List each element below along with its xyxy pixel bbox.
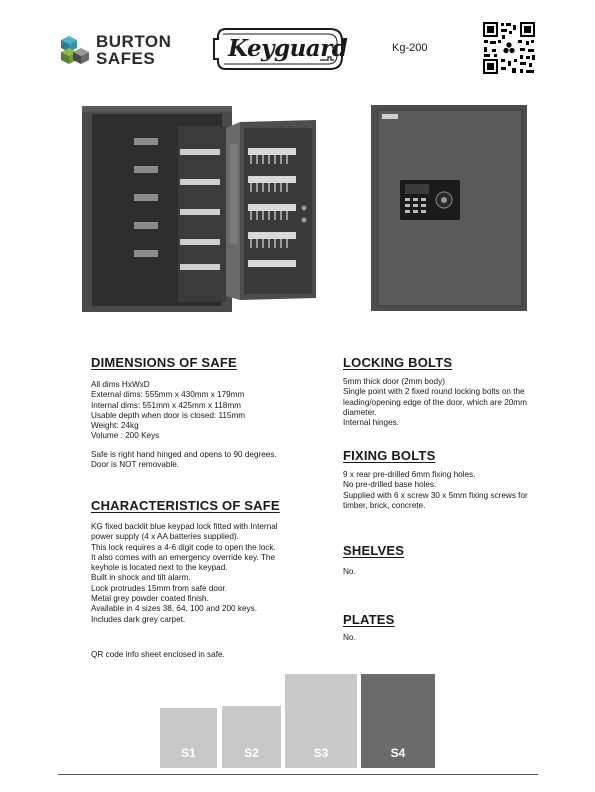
dimensions-heading: DIMENSIONS OF SAFE [91, 355, 237, 370]
brand-line-1: BURTON [96, 32, 172, 51]
shelves-heading: SHELVES [343, 543, 405, 558]
burton-cubes-logo-icon [60, 34, 92, 66]
size-bar-s3 [285, 674, 357, 768]
characteristics-heading: CHARACTERISTICS OF SAFE [91, 498, 280, 513]
locking-bolts-text: 5mm thick door (2mm body) Single point with 2 fixed round locking bolts on the leading/opening edge of the door, which are 20mm diameter. Internal hinges. [343, 377, 527, 428]
qr-note-text: QR code info sheet enclosed in safe. [91, 650, 225, 659]
model-number: Kg-200 [392, 42, 428, 54]
size-label-s2: S2 [244, 746, 259, 760]
size-label-s3: S3 [313, 746, 329, 760]
dimensions-hinge-text: Safe is right hand hinged and opens to 90 degrees. Door is NOT removable. [91, 450, 277, 470]
size-bar-s1 [160, 708, 217, 768]
shelves-text: No. [343, 567, 356, 576]
keyguard-logo [212, 26, 346, 72]
plates-heading: PLATES [343, 612, 395, 627]
characteristics-text: KG fixed backlit blue keypad lock fitted with Internal power supply (4 x AA batteries supplied). This lock requires a 4-6 digit code to open the lock. It also comes with an emergency override key. The keyhole is located next to the keypad. Built in shock and tilt alarm. Lock protrudes 15mm from safe door. Metal grey powder coated finish. Available in 4 sizes 38, 64, 100 and 200 keys. Includes dark grey carpet. [91, 522, 278, 624]
qr-code-icon [482, 21, 536, 75]
locking-bolts-heading: LOCKING BOLTS [343, 355, 453, 370]
fixing-bolts-text: 9 x rear pre-drilled 6mm fixing holes. No pre-drilled base holes. Supplied with 6 x screw 30 x 5mm fixing screws for timber, brick, concrete. [343, 470, 528, 510]
plates-text: No. [343, 633, 356, 642]
dimensions-text: All dims HxWxD External dims: 555mm x 430mm x 179mm Internal dims: 551mm x 425mm x 118mm Usable depth when door is closed: 115mm Weight: 24kg Volume : 200 Keys [91, 380, 246, 441]
brand-name [96, 33, 171, 67]
footer-divider [58, 774, 538, 775]
open-safe-image [80, 104, 320, 316]
size-bar-s2 [222, 706, 281, 768]
brand-line-2: SAFES [96, 49, 156, 68]
keyguard-wordmark: Keyguard [228, 35, 348, 62]
fixing-bolts-heading: FIXING BOLTS [343, 448, 436, 463]
size-label-s4: S4 [390, 746, 406, 760]
size-label-s1: S1 [181, 746, 196, 760]
size-bar-s4 [361, 674, 435, 768]
closed-safe-image [370, 104, 528, 312]
